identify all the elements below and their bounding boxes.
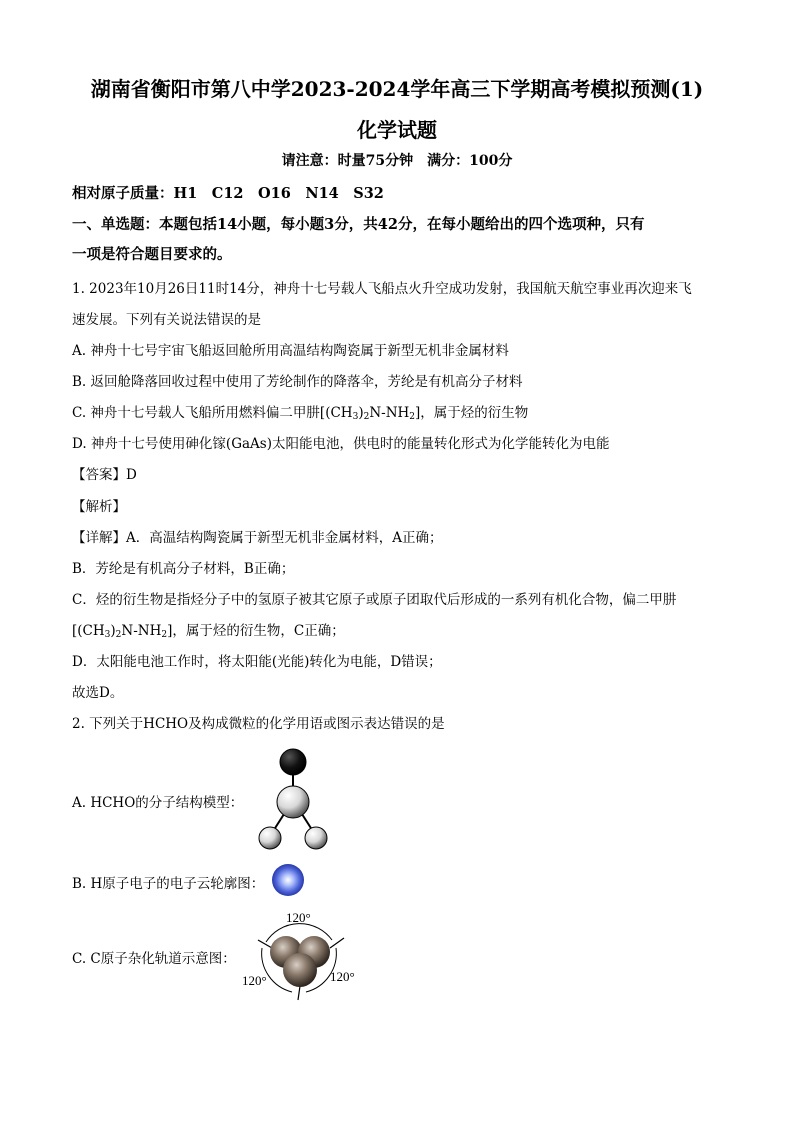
exam-notice: 请注意：时量75分钟 满分：100分 xyxy=(281,153,513,169)
angle-label-top: 120° xyxy=(286,910,311,925)
exam-title: 湖南省衡阳市第八中学2023-2024学年高三下学期高考模拟预测(1) xyxy=(90,77,704,101)
q2-option-a: A. HCHO的分子结构模型： xyxy=(72,795,244,811)
angle-label-left: 120° xyxy=(242,973,267,988)
section1-heading-line2: 一项是符合题目要求的。 xyxy=(72,246,232,263)
orbital-lobe-bottom xyxy=(283,953,317,987)
section1-heading-line1: 一、单选题：本题包括14小题，每小题3分，共42分，在每小题给出的四个选项种，只有 xyxy=(72,216,645,233)
answer-label: 【答案】 xyxy=(72,467,126,483)
q1-stem-line2: 速发展。下列有关说法错误的是 xyxy=(72,312,261,328)
hydrogen-atom-right xyxy=(305,827,327,849)
detail-c-sub2b: 2 xyxy=(161,630,168,640)
h-electron-cloud xyxy=(270,862,306,898)
q1-option-a: A. 神舟十七号宇宙飞船返回舱所用高温结构陶瓷属于新型无机非金属材料 xyxy=(72,343,509,359)
axis-arrow-bottom xyxy=(298,986,300,1000)
detail-c-line2-mid: ) xyxy=(110,623,116,639)
hydrogen-atom-left xyxy=(259,827,281,849)
detail-c-sub3: 3 xyxy=(104,630,111,640)
conclusion: 故选D。 xyxy=(72,685,124,701)
q1-option-c-mid: ) xyxy=(358,405,364,421)
q1-option-c-sub2b: 2 xyxy=(409,412,416,422)
q1-option-c-sub2: 2 xyxy=(363,412,370,422)
analysis-label: 【解析】 xyxy=(72,499,126,515)
detail-c-sub2: 2 xyxy=(115,630,122,640)
detail-label: 【详解】 xyxy=(72,530,126,546)
detail-a: A．高温结构陶瓷属于新型无机非金属材料，A正确； xyxy=(126,530,443,546)
q1-option-c-mid2: N-NH xyxy=(369,405,410,421)
angle-label-right: 120° xyxy=(330,969,355,984)
hcho-molecule-model xyxy=(250,744,340,854)
detail-c-line2-pre: [(CH xyxy=(72,623,105,639)
atomic-mass-line: 相对原子质量：H1 C12 O16 N14 S32 xyxy=(72,185,384,202)
exam-subtitle: 化学试题 xyxy=(357,118,437,142)
sp2-hybrid-orbital-diagram xyxy=(236,906,366,1006)
oxygen-atom xyxy=(280,749,306,775)
electron-cloud-sphere xyxy=(272,864,304,896)
detail-c-line1: C．烃的衍生物是指烃分子中的氢原子被其它原子或原子团取代后形成的一系列有机化合物，偏二甲肼 xyxy=(72,592,677,608)
carbon-atom xyxy=(277,786,309,818)
q1-option-c-post: ]，属于烃的衍生物 xyxy=(415,405,529,421)
q2-option-b: B. H原子电子的电子云轮廓图： xyxy=(72,876,265,892)
detail-b: B．芳纶是有机高分子材料，B正确； xyxy=(72,561,295,577)
q1-option-b: B. 返回舱降落回收过程中使用了芳纶制作的降落伞，芳纶是有机高分子材料 xyxy=(72,374,523,390)
q1-answer-line xyxy=(72,463,137,483)
detail-c-line2-mid2: N-NH xyxy=(121,623,162,639)
q1-stem-line1: 1. 2023年10月26日11时14分，神舟十七号载人飞船点火升空成功发射，我国航天航空事业再次迎来飞 xyxy=(72,281,692,297)
axis-arrow-left xyxy=(258,940,272,948)
q1-option-c xyxy=(72,401,528,422)
q2-stem: 2. 下列关于HCHO及构成微粒的化学用语或图示表达错误的是 xyxy=(72,716,445,732)
q1-option-d: D. 神舟十七号使用砷化镓(GaAs)太阳能电池，供电时的能量转化形式为化学能转化为电能 xyxy=(72,436,610,452)
detail-a-line xyxy=(72,526,443,546)
q2-option-c: C. C原子杂化轨道示意图： xyxy=(72,951,236,967)
answer-value: D xyxy=(126,467,137,483)
q1-option-c-sub3: 3 xyxy=(352,412,359,422)
detail-d: D．太阳能电池工作时，将太阳能(光能)转化为电能，D错误； xyxy=(72,654,442,670)
detail-c-line2 xyxy=(72,619,345,640)
detail-c-line2-post: ]，属于烃的衍生物，C正确； xyxy=(167,623,345,639)
q1-option-c-pre: C. 神舟十七号载人飞船所用燃料偏二甲肼[(CH xyxy=(72,405,353,421)
